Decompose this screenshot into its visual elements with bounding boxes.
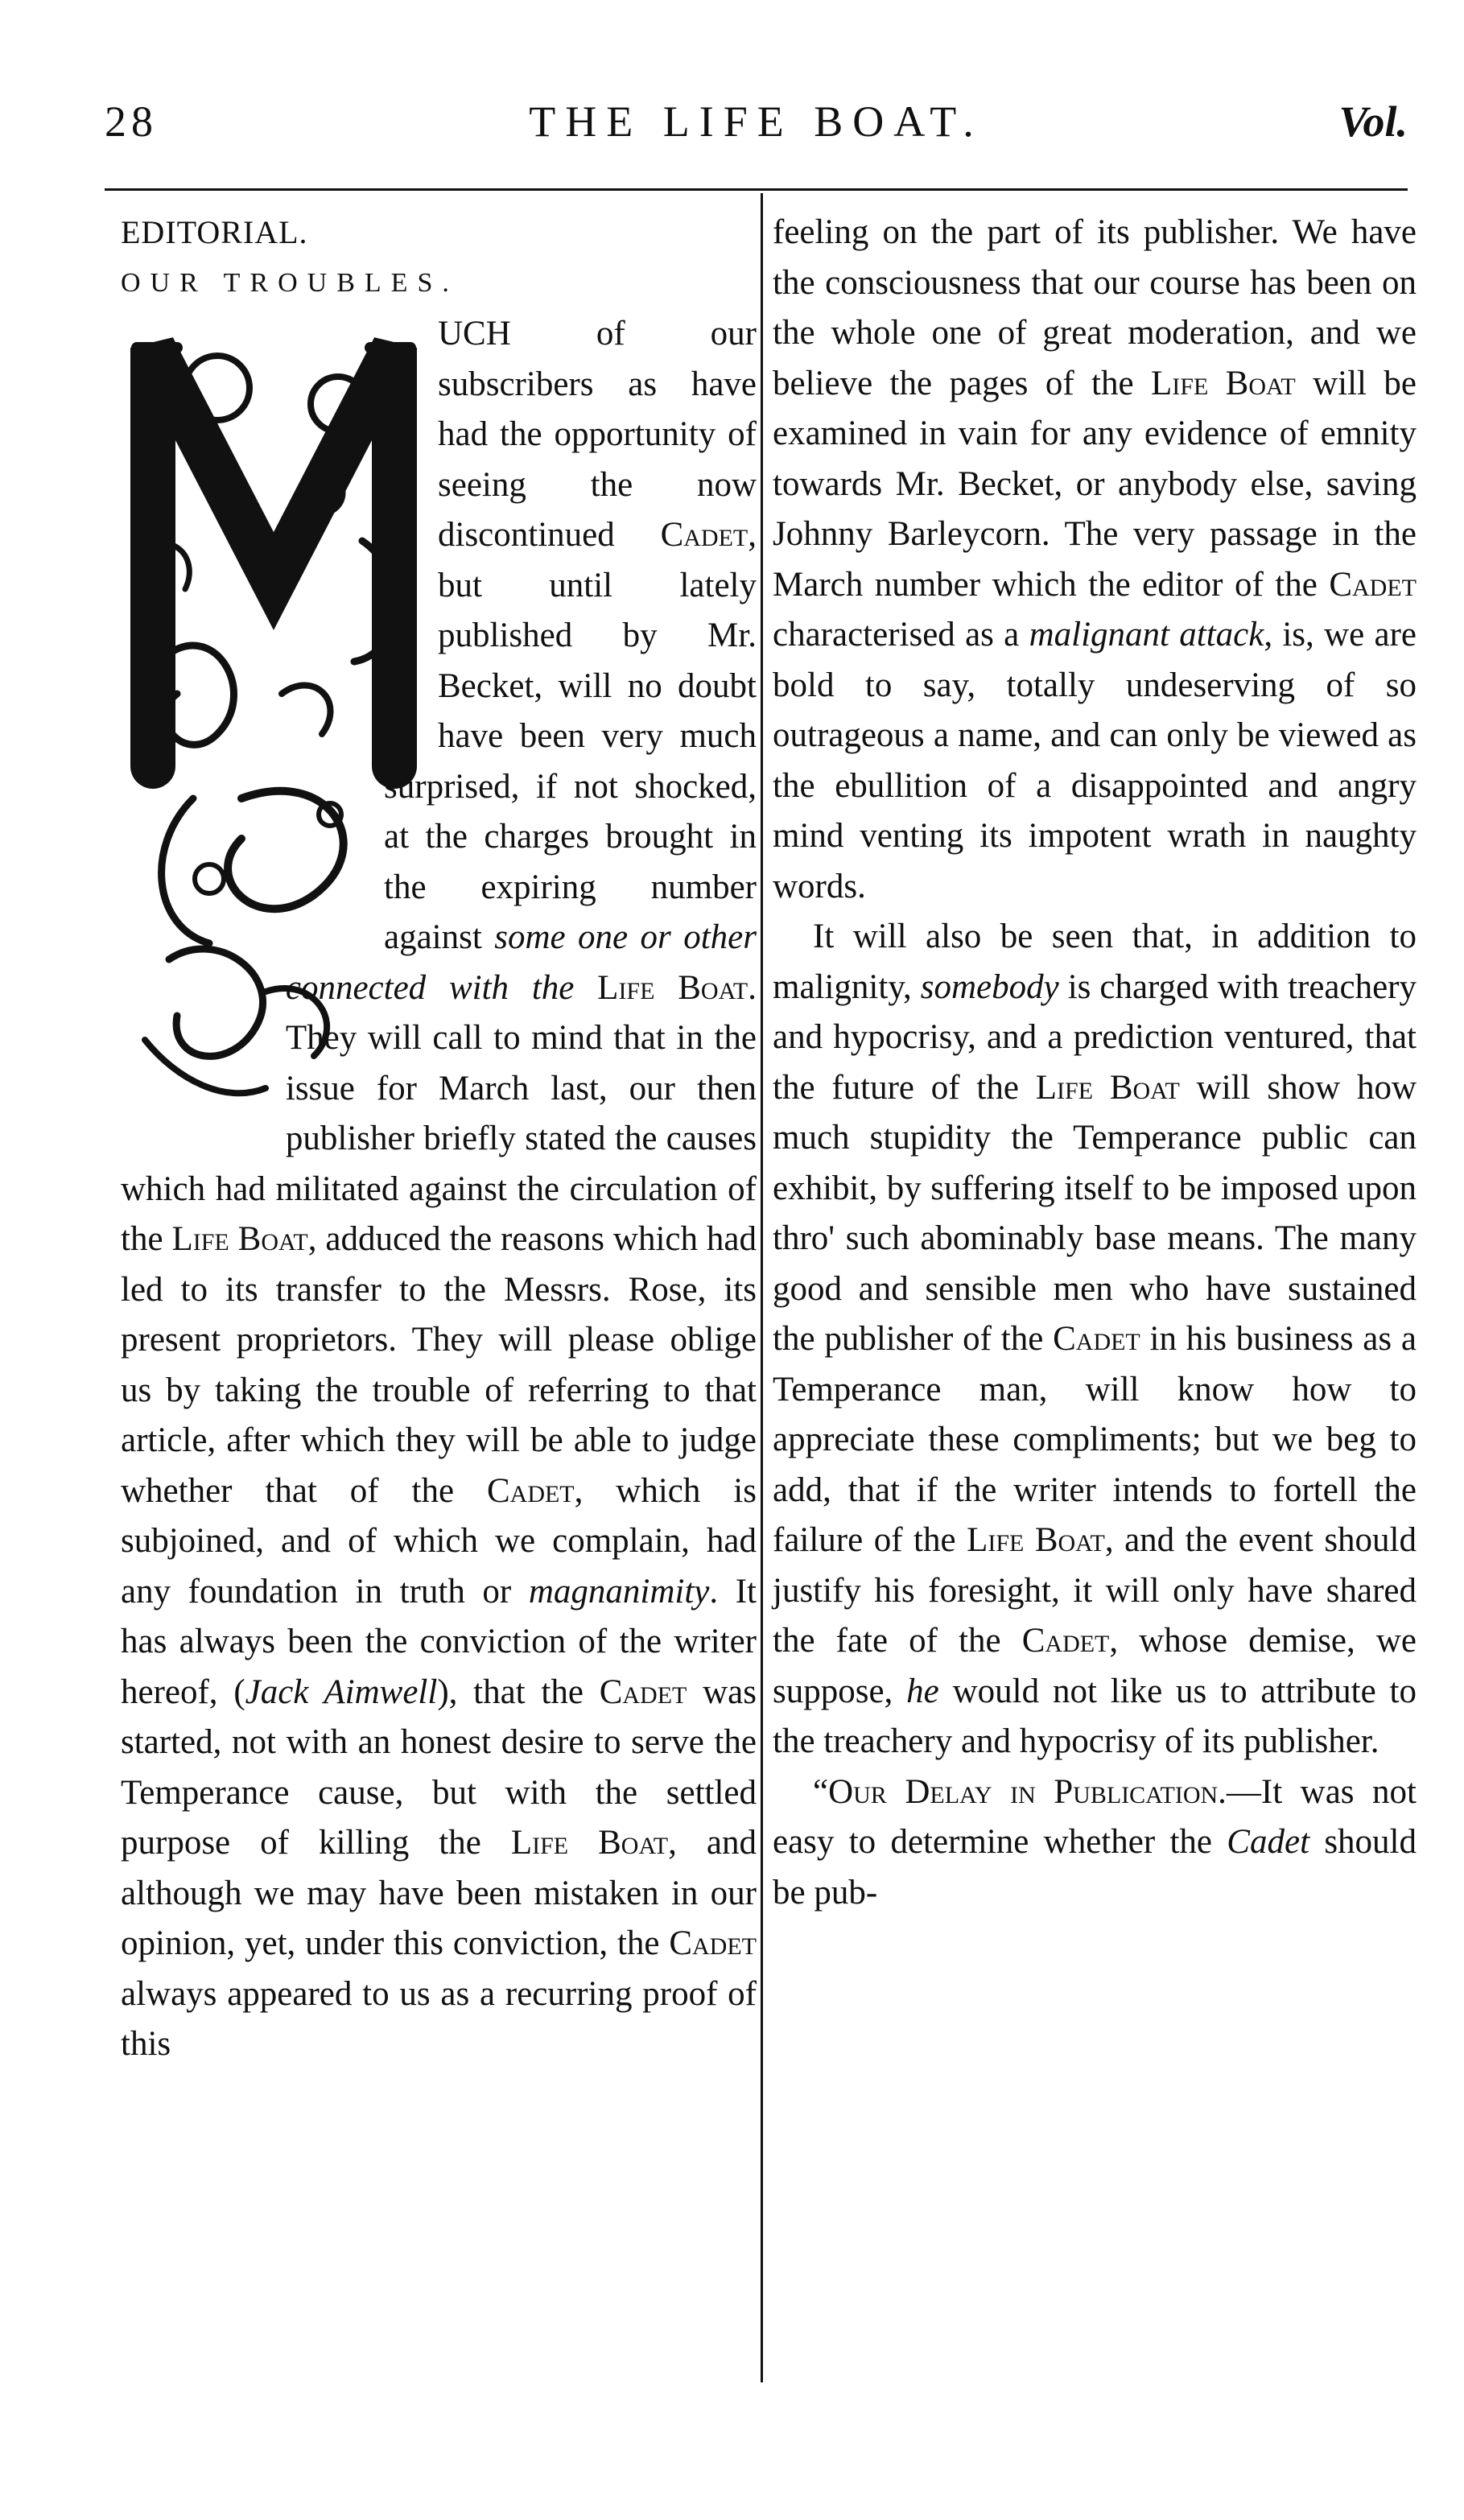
publication-title: THE LIFE BOAT. <box>529 97 984 146</box>
left-paragraph-1: UCH of our subscribers as have had the opportunity of seeing the now discontinued Cadet, but until lately published by Mr. Becket, will no doubt have been very much surprised, if not shocked, at the charges brought in the expiring number against some one or other connected with the Life Boat. They will call to mind that in the issue for March last, our then publisher briefly stated the causes which had militated against the circulation of the Life Boat, adduced the reasons which had led to its transfer to the Messrs. Rose, its present proprietors. They will please oblige us by taking the trouble of referring to that article, after which they will be able to judge whether that of the Cadet, which is subjoined, and of which we complain, had any foundation in truth or magnanimity. It has always been the conviction of the writer hereof, (Jack Aimwell), that the Cadet was started, not with an honest desire to serve the Temperance cause, but with the settled purpose of killing the Life Boat, and although we may have been mistaken in our opinion, yet, under this conviction, the Cadet always appeared to us as a recurring proof of this <box>121 315 757 2063</box>
running-header <box>105 97 1408 161</box>
right-column <box>773 208 1417 1918</box>
header-rule <box>105 188 1408 191</box>
volume-label: Vol. <box>1338 97 1408 146</box>
left-column <box>121 208 757 2070</box>
right-paragraph-1: feeling on the part of its publisher. We have the consciousness that our course has been on the whole one of great moderation, and we believe the pages of the Life Boat will be examined in vain for any evidence of emnity towards Mr. Becket, or anybody else, saving Johnny Barleycorn. The very passage in the March number which the editor of the Cadet characterised as a malignant attack, is, we are bold to say, totally undeserving of so outrageous a name, and can only be viewed as the ebullition of a disappointed and angry mind venting its impotent wrath in naughty words. <box>773 213 1417 905</box>
section-heading: EDITORIAL. <box>121 214 308 250</box>
page-number: 28 <box>105 97 158 146</box>
article-headline: OUR TROUBLES. <box>121 268 459 298</box>
right-paragraph-3: “Our Delay in Publication.—It was not easy to determine whether the Cadet should be pub- <box>773 1772 1417 1912</box>
right-paragraph-2: It will also be seen that, in addition to malignity, somebody is charged with treachery and hypocrisy, and a prediction ventured, that the future of the Life Boat will show how much stupidity the Temperance public can exhibit, by suffering itself to be imposed upon thro' such abominably base means. The many good and sensible men who have sustained the publisher of the Cadet in his business as a Temperance man, will know how to appreciate these compliments; but we beg to add, that if the writer intends to fortell the failure of the Life Boat, and the event should justify his foresight, it will only have shared the fate of the Cadet, whose demise, we suppose, he would not like us to attribute to the treachery and hypocrisy of its publisher. <box>773 918 1417 1760</box>
column-divider <box>761 193 763 2382</box>
